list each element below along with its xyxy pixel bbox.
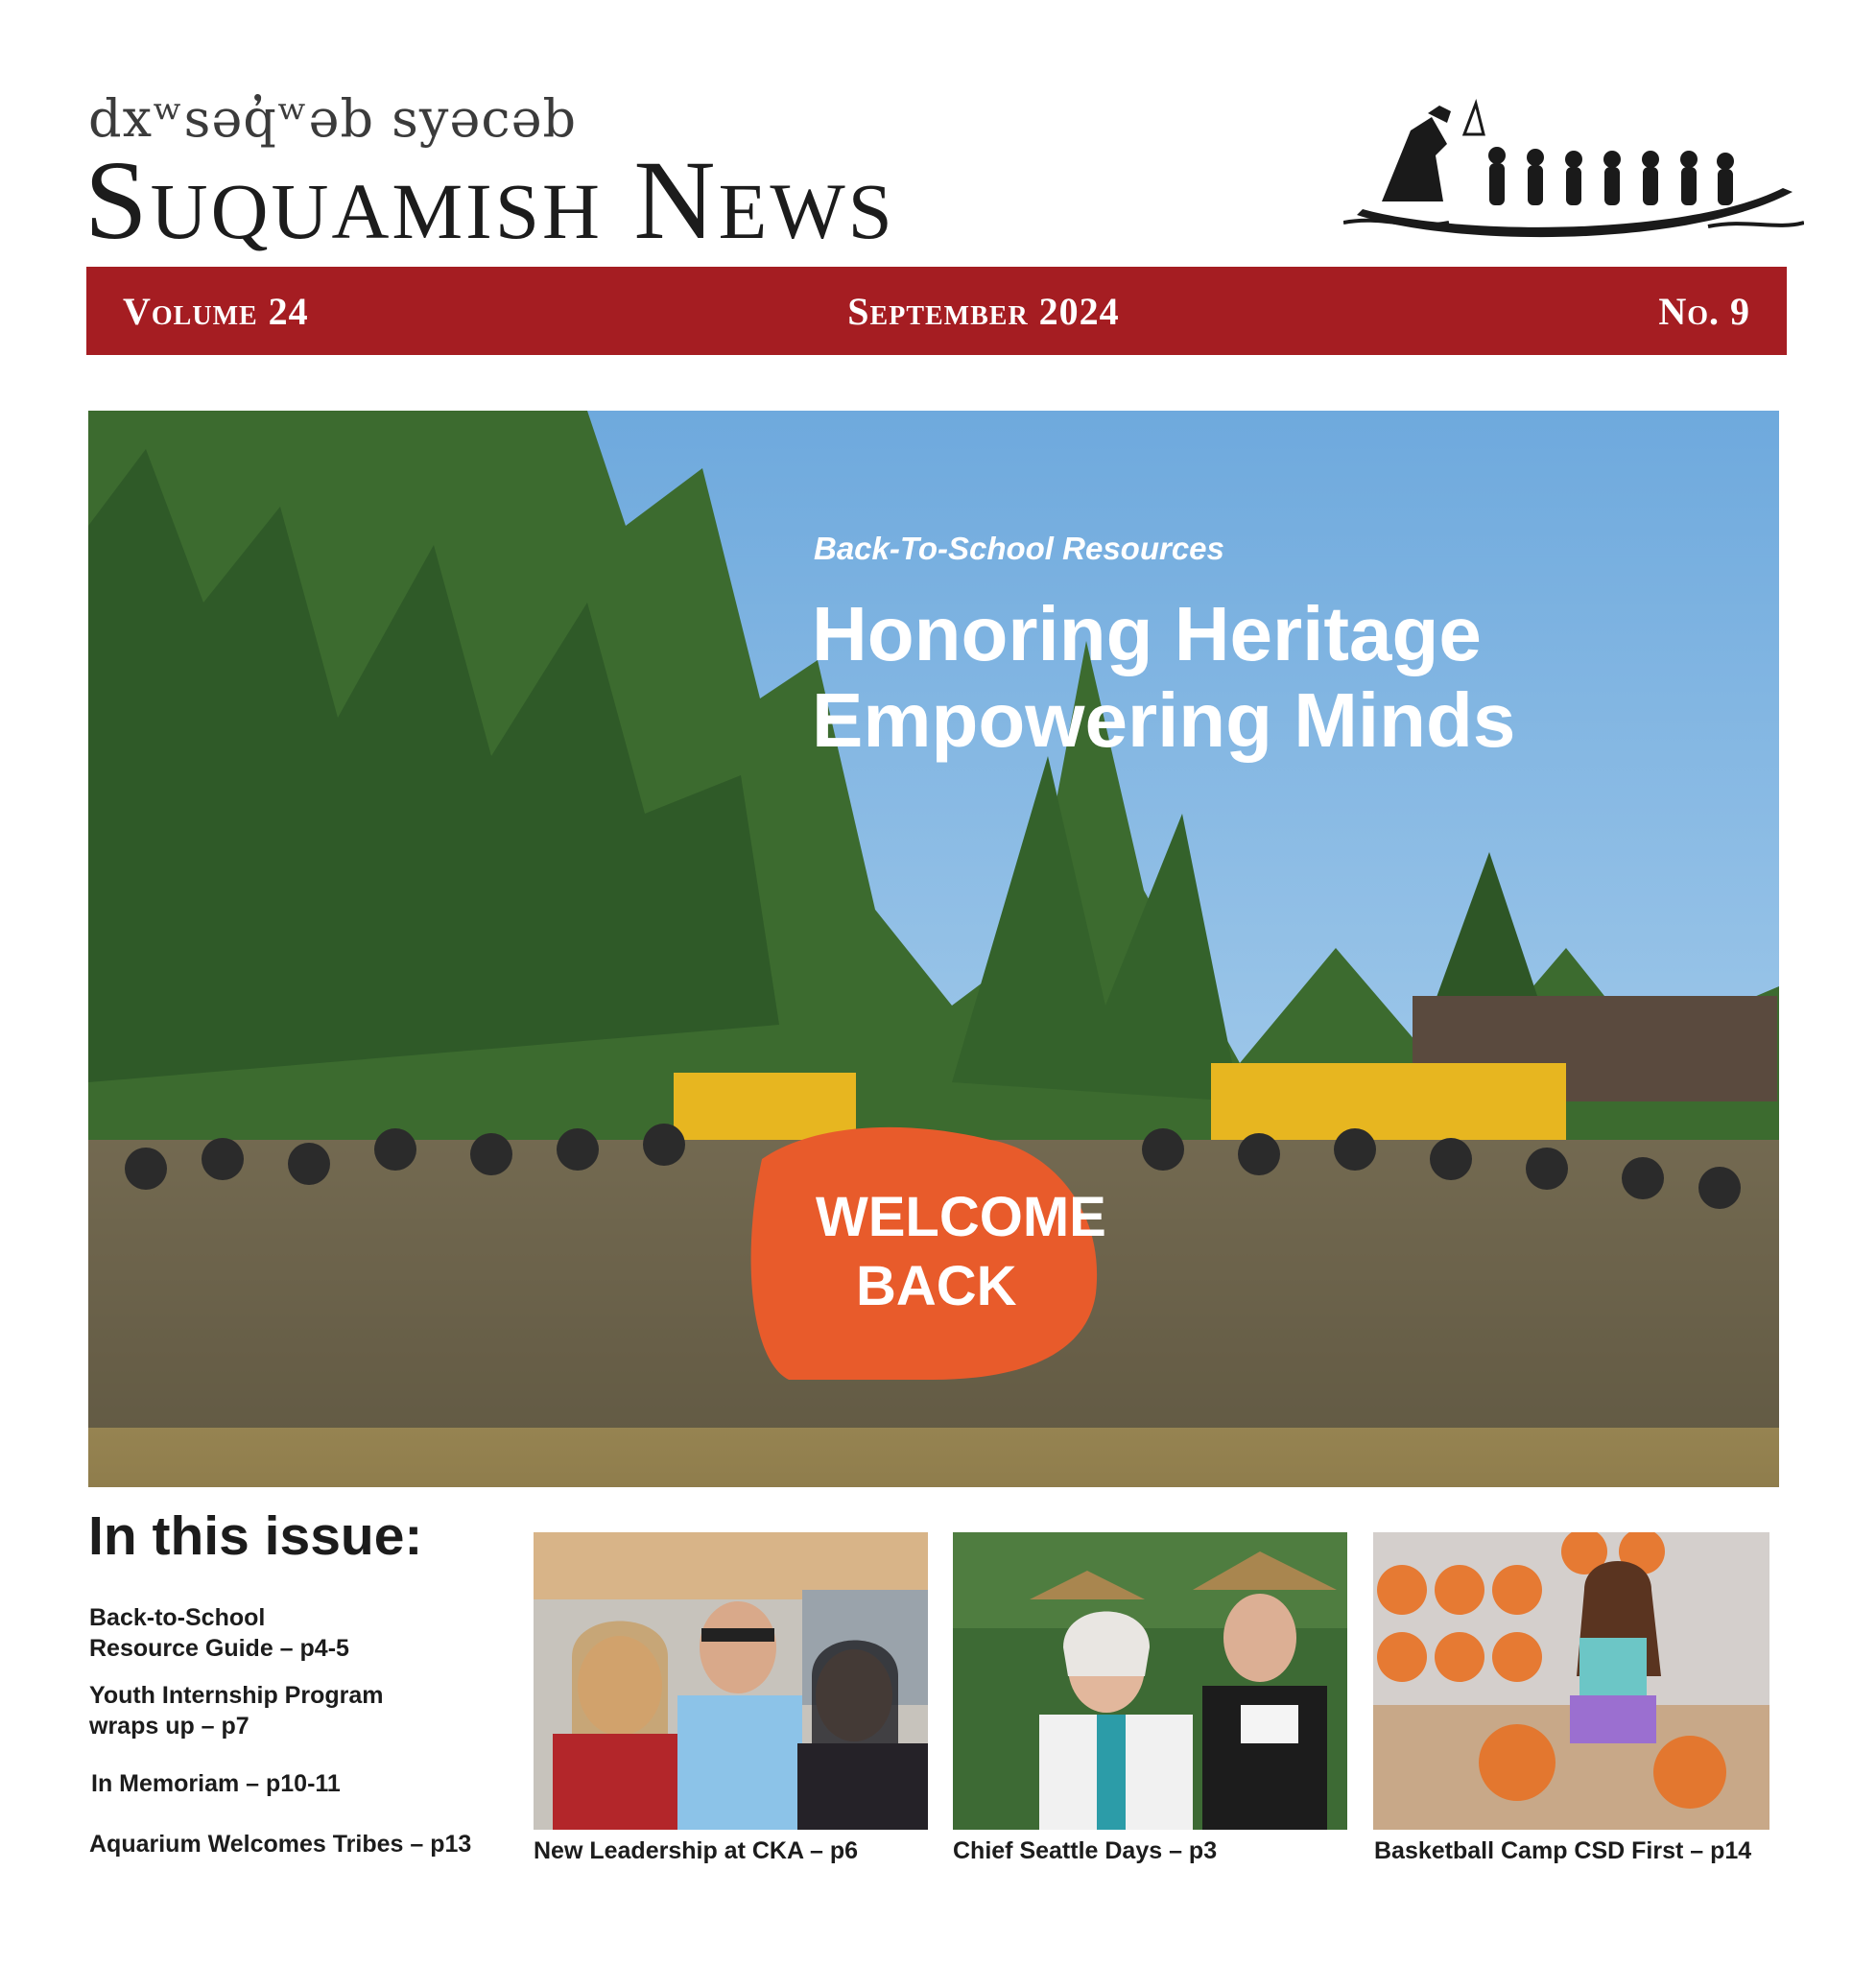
feature-caption-chief-seattle-days[interactable]: Chief Seattle Days – p3 bbox=[953, 1837, 1218, 1864]
toc-item-line1: In Memoriam – p10-11 bbox=[91, 1770, 341, 1797]
toc-item-line2: wraps up – p7 bbox=[89, 1713, 249, 1740]
toc-heading: In this issue: bbox=[88, 1505, 423, 1567]
toc-item-line1: Aquarium Welcomes Tribes – p13 bbox=[89, 1831, 472, 1858]
issue-band bbox=[86, 267, 1787, 355]
cover-headline-line2: Empowering Minds bbox=[812, 677, 1516, 763]
cover-kicker: Back-To-School Resources bbox=[814, 531, 1224, 566]
toc-item-line1: Back-to-School bbox=[89, 1604, 266, 1631]
feature-photo-leadership[interactable] bbox=[534, 1532, 928, 1830]
toc-item-in-memoriam[interactable] bbox=[91, 1768, 341, 1799]
issue-date: September 2024 bbox=[847, 289, 1120, 333]
toc-item-youth-internship[interactable] bbox=[89, 1680, 384, 1741]
rock-text-welcome: WELCOME bbox=[816, 1186, 1106, 1248]
feature-photo-basketball-camp[interactable] bbox=[1373, 1532, 1769, 1830]
cover-headline bbox=[812, 591, 1752, 764]
rock-text-back: BACK bbox=[856, 1255, 1017, 1317]
toc-item-line2: Resource Guide – p4-5 bbox=[89, 1635, 349, 1662]
feature-photo-chief-seattle-days[interactable] bbox=[953, 1532, 1347, 1830]
cover-headline-line1: Honoring Heritage bbox=[812, 591, 1482, 676]
masthead-title: Suquamish News bbox=[84, 137, 895, 263]
feature-caption-leadership[interactable]: New Leadership at CKA – p6 bbox=[534, 1837, 859, 1864]
canoe-paddlers-icon bbox=[1343, 96, 1804, 240]
cover-photo bbox=[88, 411, 1779, 1487]
volume-label: Volume 24 bbox=[123, 289, 309, 333]
feature-caption-basketball-camp[interactable]: Basketball Camp CSD First – p14 bbox=[1374, 1837, 1752, 1864]
toc-item-line1: Youth Internship Program bbox=[89, 1682, 384, 1709]
toc-item-aquarium[interactable] bbox=[89, 1829, 471, 1859]
issue-number: No. 9 bbox=[1658, 289, 1750, 333]
toc-item-back-to-school[interactable] bbox=[89, 1602, 349, 1664]
masthead-lushootseed-title: dxʷsəq̓ʷəb syəcəb bbox=[88, 88, 578, 149]
